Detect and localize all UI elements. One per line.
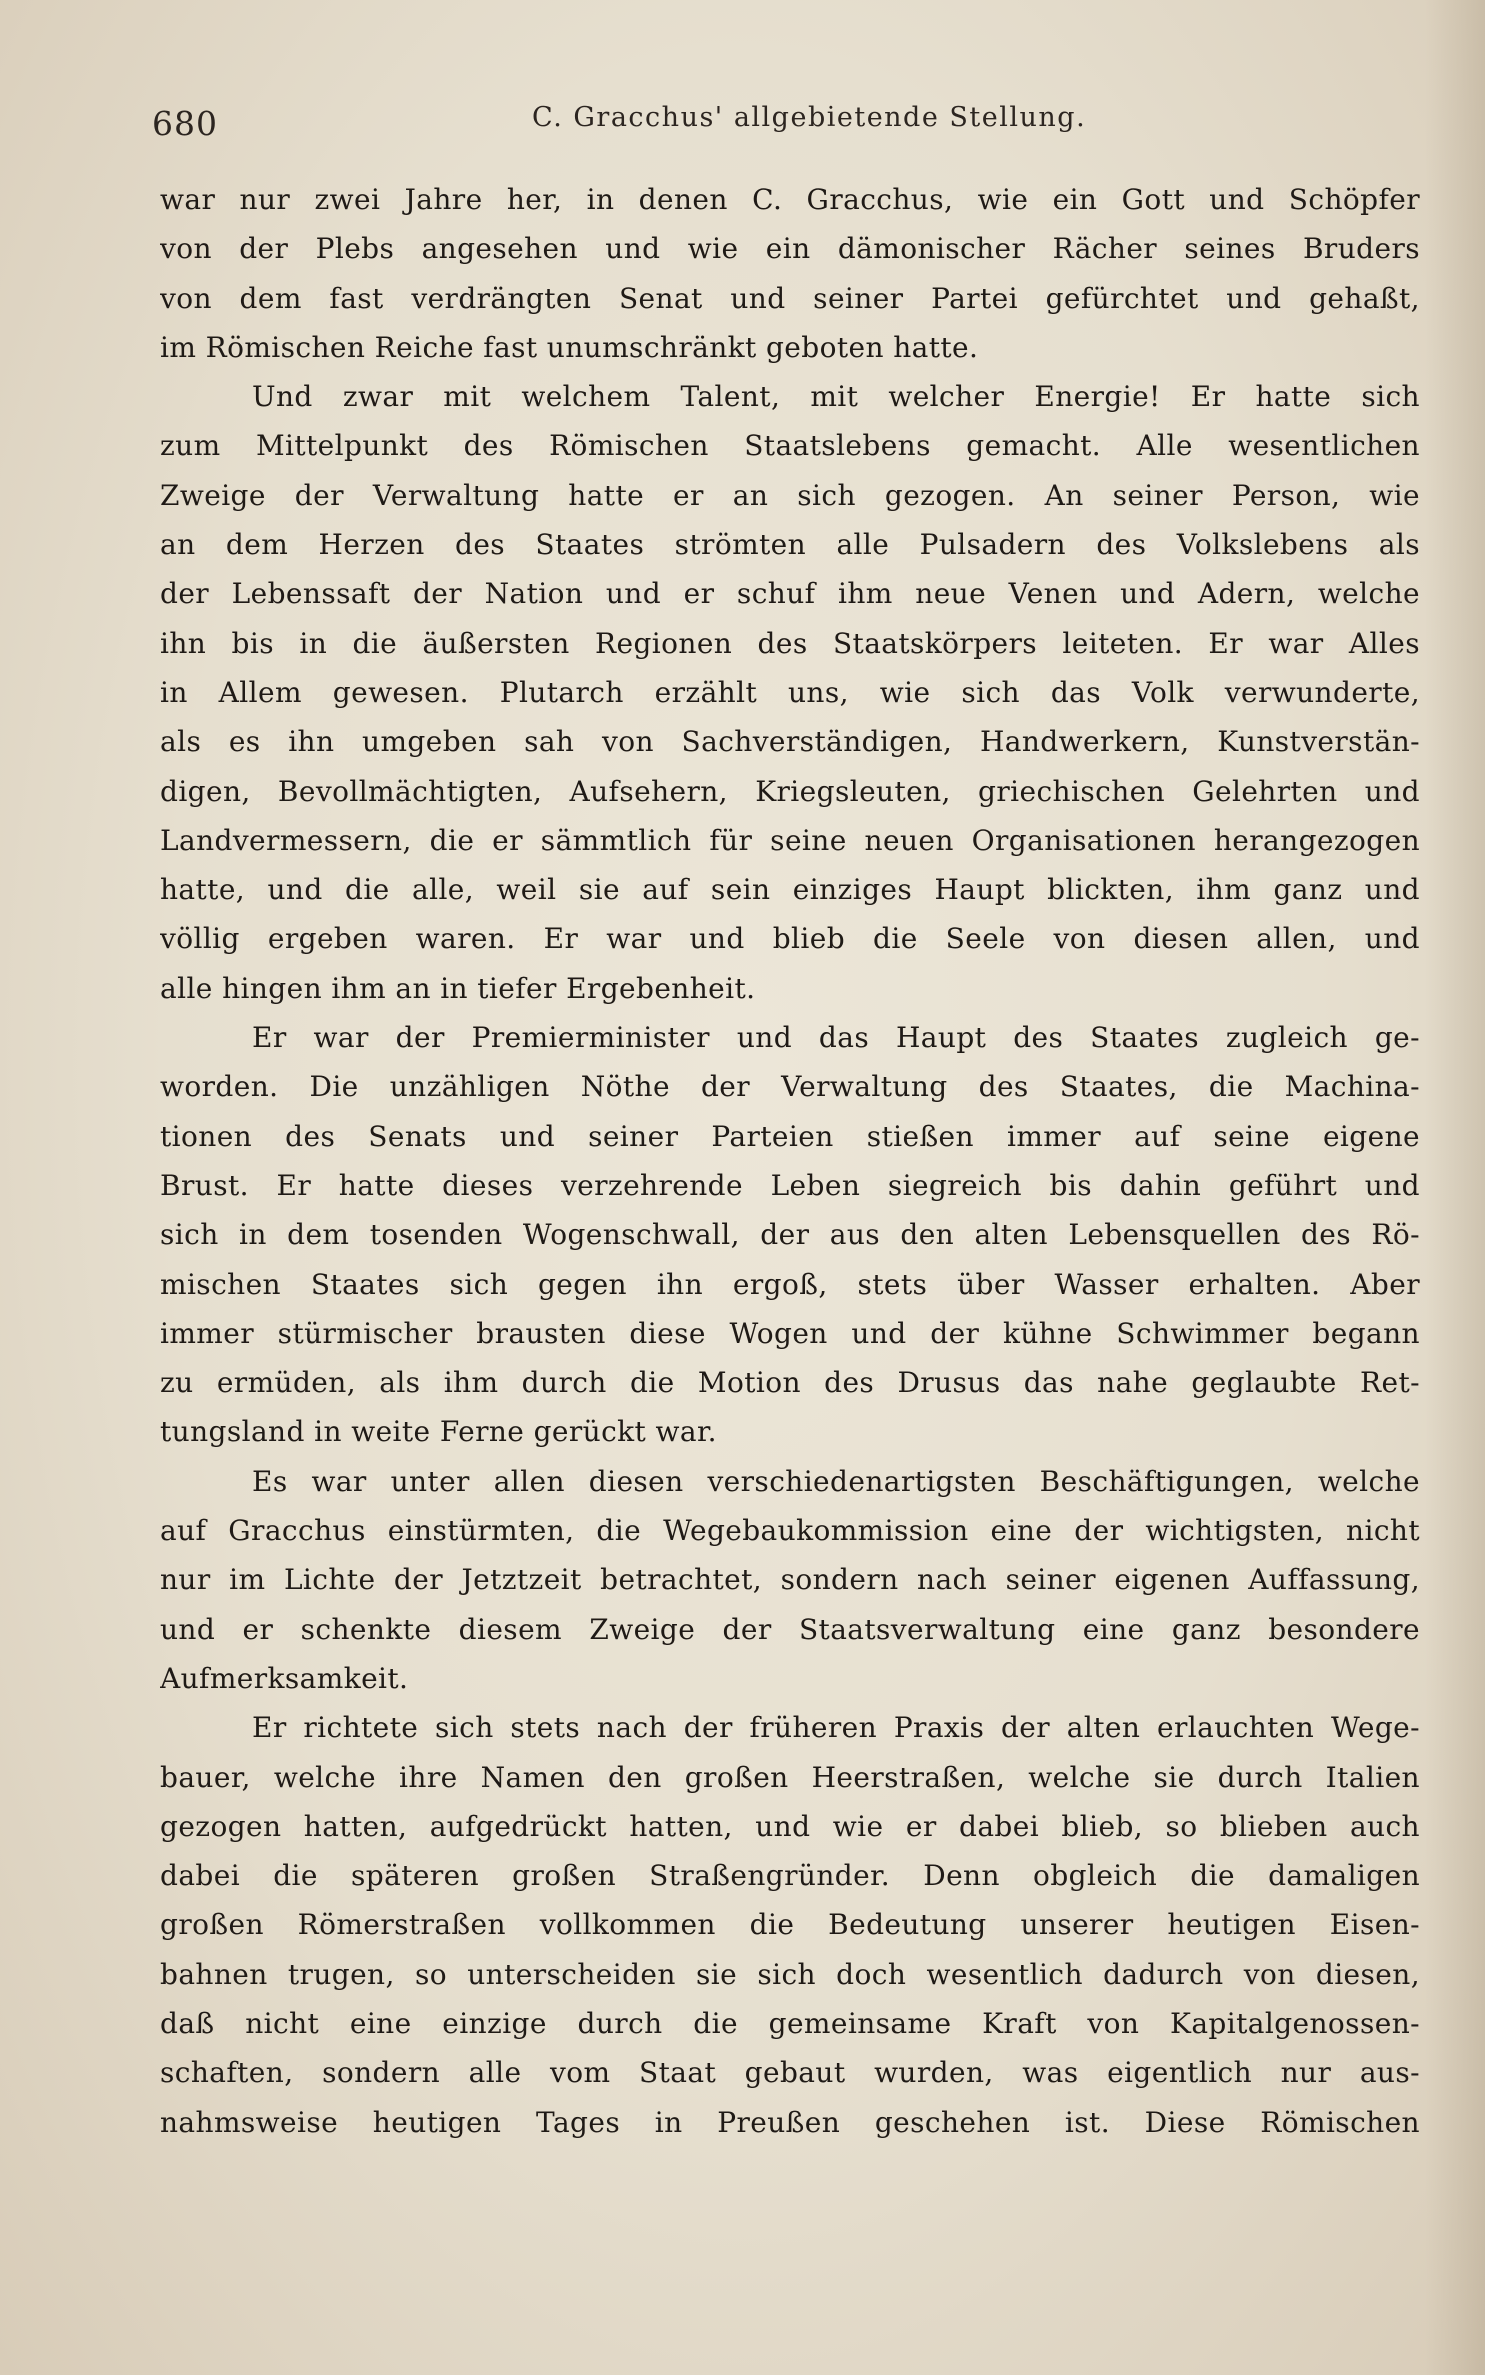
text-line: digen, Bevollmächtigten, Aufsehern, Kriegsleuten, griechischen Gelehrten und — [160, 774, 1420, 808]
text-line: gezogen hatten, aufgedrückt hatten, und wie er dabei blieb, so blieben auch — [160, 1809, 1420, 1843]
text-line: worden. Die unzähligen Nöthe der Verwaltung des Staates, die Machina- — [160, 1070, 1420, 1104]
page-header — [152, 98, 1422, 148]
text-line: Es war unter allen diesen verschiedenartigsten Beschäftigungen, welche — [252, 1464, 1420, 1498]
text-line: in Allem gewesen. Plutarch erzählt uns, wie sich das Volk verwunderte, — [160, 675, 1420, 709]
page-edge-shadow — [1425, 0, 1485, 2375]
text-line: Zweige der Verwaltung hatte er an sich gezogen. An seiner Person, wie — [160, 478, 1420, 512]
text-line: im Römischen Reiche fast unumschränkt geboten hatte. — [160, 330, 979, 364]
text-line: Er richtete sich stets nach der früheren Praxis der alten erlauchten Wege- — [252, 1711, 1420, 1745]
text-line: als es ihn umgeben sah von Sachverständigen, Handwerkern, Kunstverstän- — [160, 725, 1420, 759]
running-title: C. Gracchus' allgebietende Stellung. — [532, 102, 1087, 133]
text-line: großen Römerstraßen vollkommen die Bedeutung unserer heutigen Eisen- — [160, 1908, 1420, 1942]
text-line: der Lebenssaft der Nation und er schuf ihm neue Venen und Adern, welche — [160, 577, 1420, 611]
text-line: auf Gracchus einstürmten, die Wegebaukommission eine der wichtigsten, nicht — [160, 1514, 1420, 1548]
text-line: Landvermessern, die er sämmtlich für seine neuen Organisationen herangezogen — [160, 823, 1420, 857]
text-line: zum Mittelpunkt des Römischen Staatslebens gemacht. Alle wesentlichen — [160, 429, 1420, 463]
text-line: tungsland in weite Ferne gerückt war. — [160, 1415, 717, 1449]
text-line: dabei die späteren großen Straßengründer. Denn obgleich die damaligen — [160, 1859, 1420, 1893]
text-line: hatte, und die alle, weil sie auf sein einziges Haupt blickten, ihm ganz und — [160, 873, 1420, 907]
text-line: schaften, sondern alle vom Staat gebaut wurden, was eigentlich nur aus- — [160, 2056, 1420, 2090]
text-line: tionen des Senats und seiner Parteien stießen immer auf seine eigene — [160, 1119, 1420, 1153]
text-line: nahmsweise heutigen Tages in Preußen geschehen ist. Diese Römischen — [160, 2105, 1420, 2139]
text-line: völlig ergeben waren. Er war und blieb die Seele von diesen allen, und — [160, 922, 1420, 956]
text-line: ihn bis in die äußersten Regionen des Staatskörpers leiteten. Er war Alles — [160, 626, 1420, 660]
text-line: Er war der Premierminister und das Haupt des Staates zugleich ge- — [252, 1021, 1420, 1055]
text-line: mischen Staates sich gegen ihn ergoß, stets über Wasser erhalten. Aber — [160, 1267, 1420, 1301]
text-line: Brust. Er hatte dieses verzehrende Leben siegreich bis dahin geführt und — [160, 1168, 1420, 1202]
text-line: an dem Herzen des Staates strömten alle Pulsadern des Volkslebens als — [160, 528, 1420, 562]
text-line: nur im Lichte der Jetztzeit betrachtet, sondern nach seiner eigenen Auffassung, — [160, 1563, 1420, 1597]
text-line: und er schenkte diesem Zweige der Staatsverwaltung eine ganz besondere — [160, 1612, 1420, 1646]
text-line: alle hingen ihm an in tiefer Ergebenheit. — [160, 971, 756, 1005]
text-line: immer stürmischer brausten diese Wogen und der kühne Schwimmer begann — [160, 1316, 1420, 1350]
page-number: 680 — [152, 104, 218, 143]
text-line: von dem fast verdrängten Senat und seiner Partei gefürchtet und gehaßt, — [160, 281, 1420, 315]
text-line: bahnen trugen, so unterscheiden sie sich doch wesentlich dadurch von diesen, — [160, 1957, 1420, 1991]
text-line: daß nicht eine einzige durch die gemeinsame Kraft von Kapitalgenossen- — [160, 2006, 1420, 2040]
text-line: war nur zwei Jahre her, in denen C. Gracchus, wie ein Gott und Schöpfer — [160, 183, 1420, 216]
text-line: Und zwar mit welchem Talent, mit welcher Energie! Er hatte sich — [252, 380, 1420, 414]
text-line: bauer, welche ihre Namen den großen Heerstraßen, welche sie durch Italien — [160, 1760, 1420, 1794]
body-text — [160, 175, 1420, 2147]
text-line: sich in dem tosenden Wogenschwall, der aus den alten Lebensquellen des Rö- — [160, 1218, 1420, 1252]
text-line: Aufmerksamkeit. — [160, 1661, 409, 1695]
text-line: von der Plebs angesehen und wie ein dämonischer Rächer seines Bruders — [160, 232, 1420, 266]
text-line: zu ermüden, als ihm durch die Motion des Drusus das nahe geglaubte Ret- — [160, 1366, 1420, 1400]
